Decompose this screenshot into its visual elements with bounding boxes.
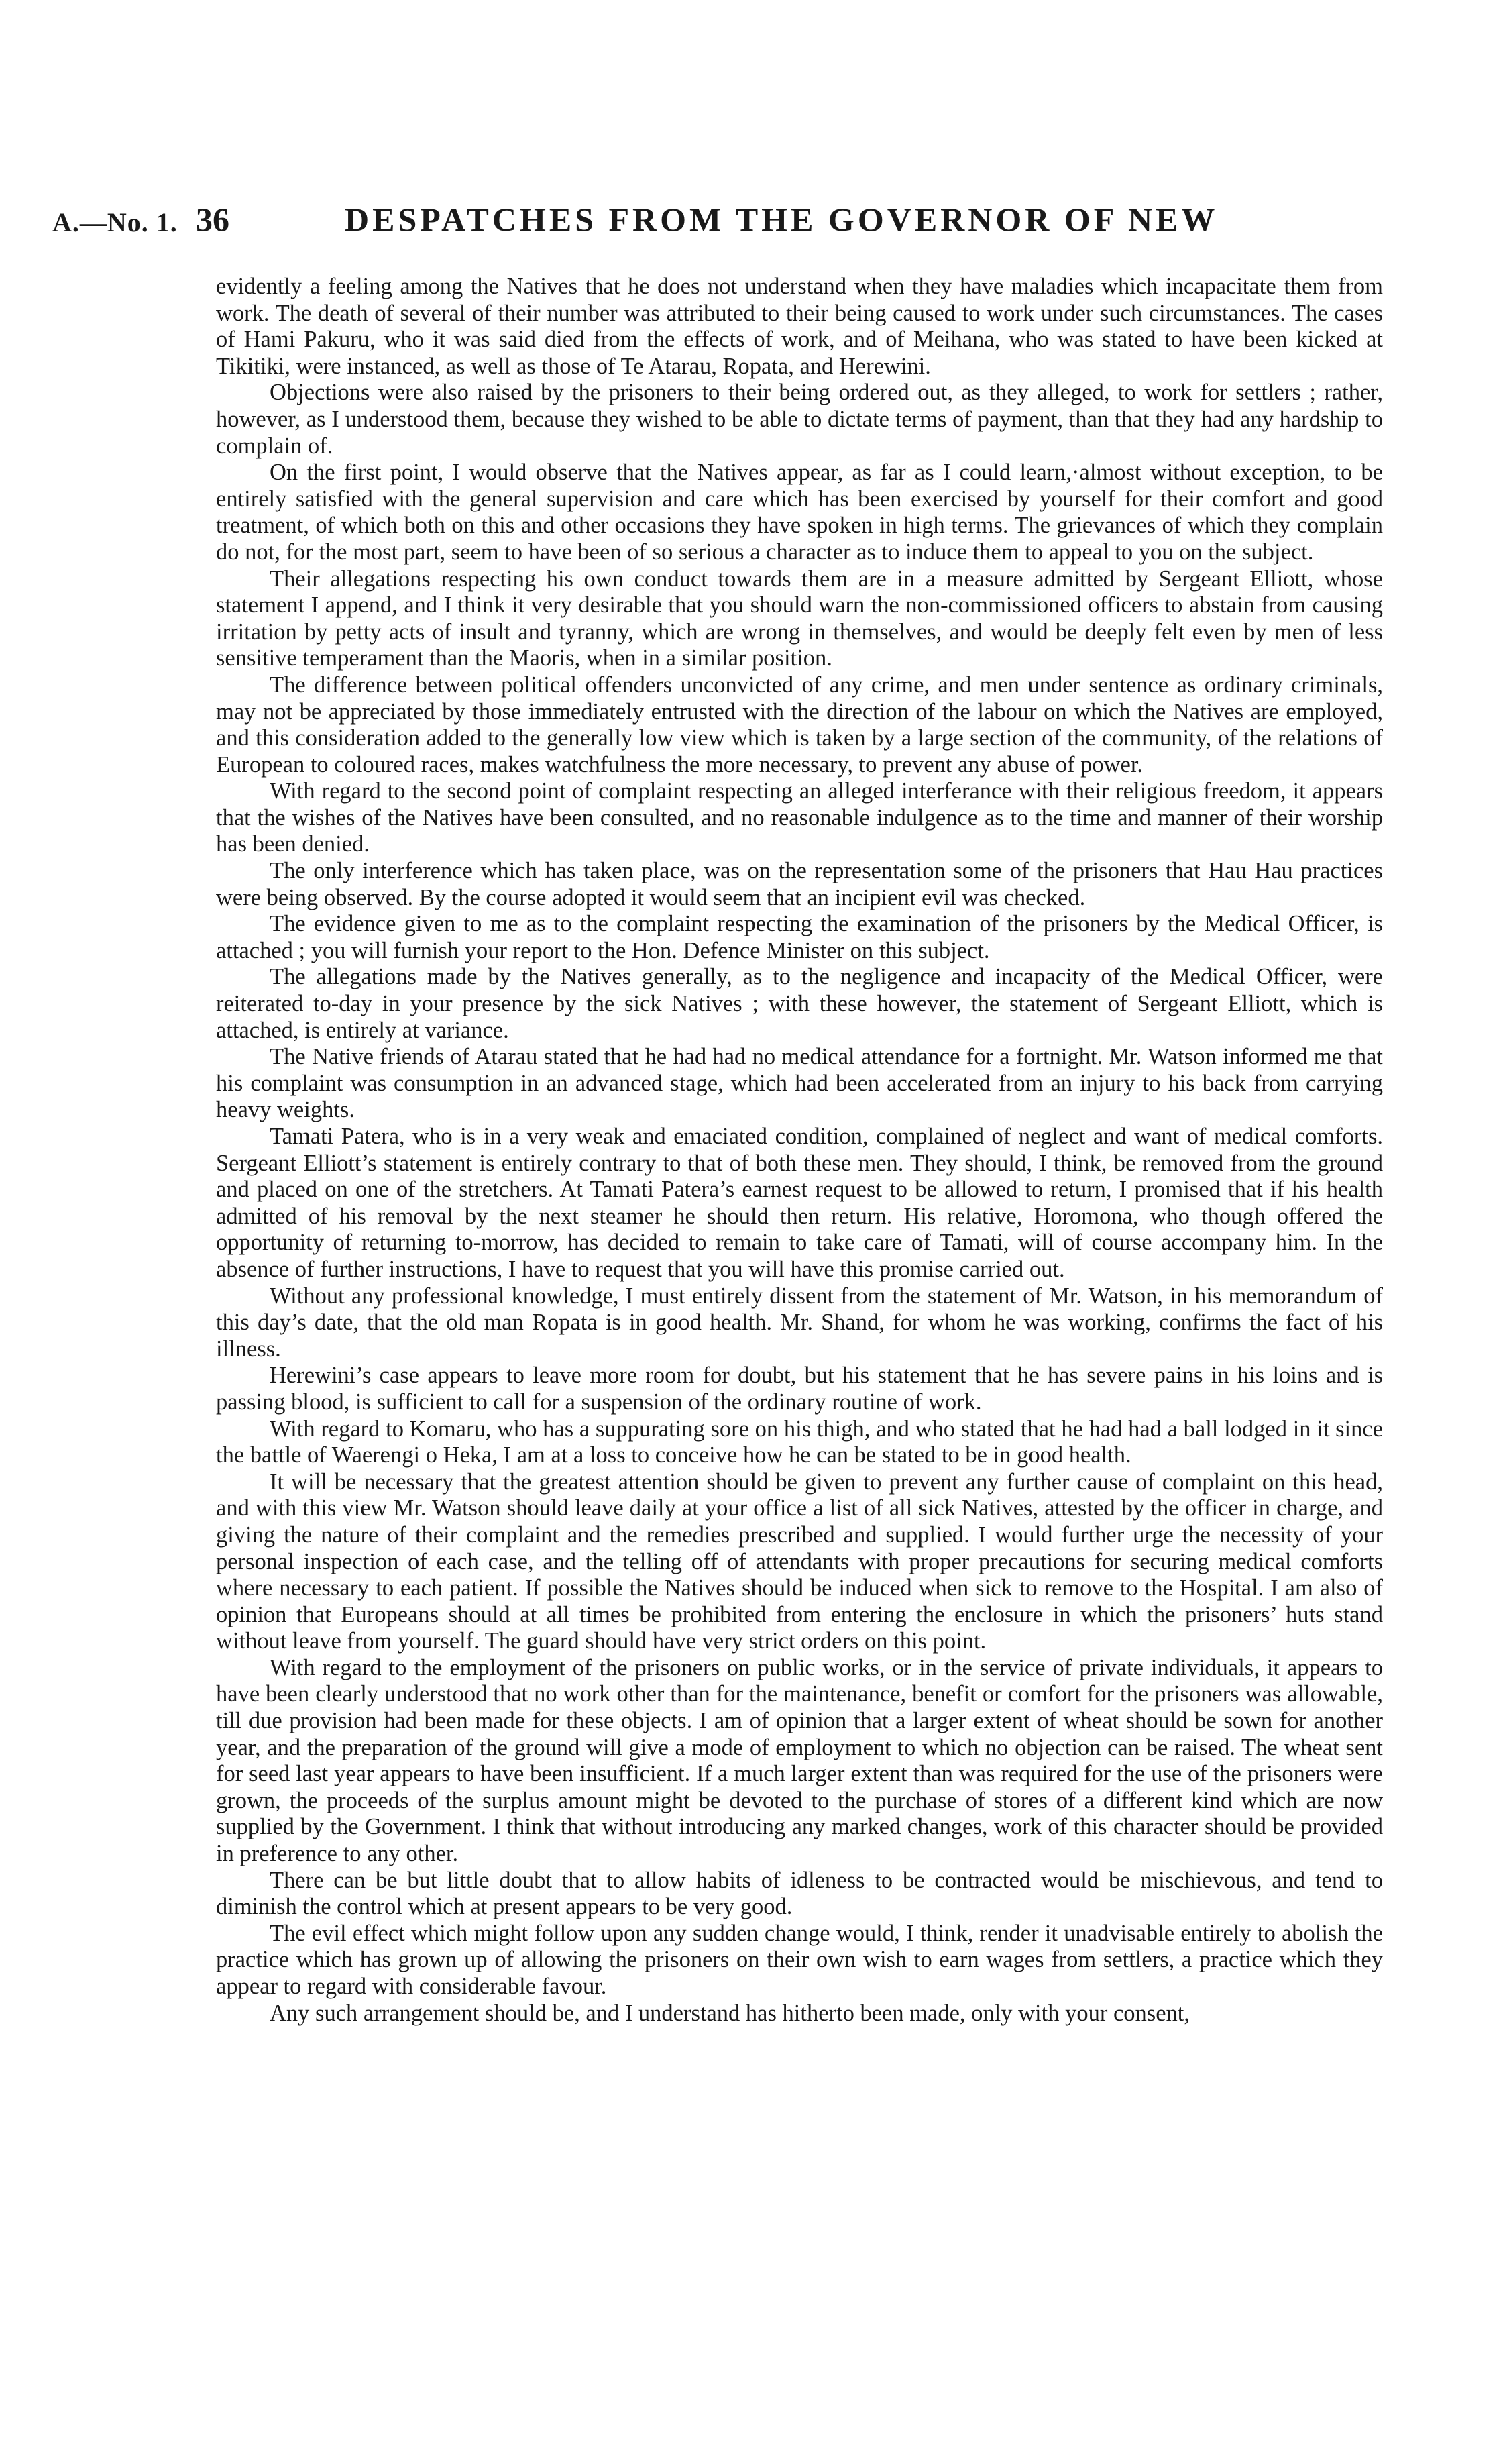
- paragraph: It will be necessary that the greatest attention should be given to prevent any further cause of complaint on this head, and with this view Mr. Watson should leave daily at your office a list of all sick Natives, attested by the officer in charge, and giving the nature of their complaint and the remedies prescribed and supplied. I would further urge the necessity of your personal inspection of each case, and the telling off of attendants with proper precautions for securing medical comforts where necessary to each patient. If possible the Natives should be induced when sick to remove to the Hospital. I am also of opinion that Europeans should at all times be prohibited from entering the enclosure in which the prisoners’ huts stand without leave from yourself. The guard should have very strict orders on this point.: [216, 1468, 1383, 1654]
- paragraph: evidently a feeling among the Natives that he does not understand when they have maladies which incapacitate them from work. The death of several of their number was attributed to their being caused to work under such circumstances. The cases of Hami Pakuru, who it was said died from the effects of work, and of Meihana, who was stated to have been kicked at Tikitiki, were instanced, as well as those of Te Atarau, Ropata, and Herewini.: [216, 274, 1383, 379]
- despatch-body: [216, 274, 1383, 2027]
- paragraph: The evidence given to me as to the complaint respecting the examination of the prisoners by the Medical Officer, is attached ; you will furnish your report to the Hon. Defence Minister on this subject.: [216, 911, 1383, 963]
- paragraph: Their allegations respecting his own conduct towards them are in a measure admitted by Sergeant Elliott, whose statement I append, and I think it very desirable that you should warn the non-commissioned officers to abstain from causing irritation by petty acts of insult and tyranny, which are wrong in themselves, and would be deeply felt even by men of less sensitive temperament than the Maoris, when in a similar position.: [216, 566, 1383, 672]
- page-header: [52, 199, 1420, 252]
- paragraph: Herewini’s case appears to leave more room for doubt, but his statement that he has severe pains in his loins and is passing blood, is sufficient to call for a suspension of the ordinary routine of work.: [216, 1362, 1383, 1415]
- paragraph: The Native friends of Atarau stated that he had had no medical attendance for a fortnight. Mr. Watson informed me that his complaint was consumption in an advanced stage, which had been accelerated from an injury to his back from carrying heavy weights.: [216, 1044, 1383, 1123]
- paragraph: Objections were also raised by the prisoners to their being ordered out, as they alleged, to work for settlers ; rather, however, as I understood them, because they wished to be able to dictate terms of payment, than that they had any hardship to complain of.: [216, 380, 1383, 459]
- running-title: DESPATCHES FROM THE GOVERNOR OF NEW: [345, 201, 1219, 238]
- paragraph: With regard to Komaru, who has a suppurating sore on his thigh, and who stated that he had had a ball lodged in it since the battle of Waerengi o Heka, I am at a loss to conceive how he can be stated to be in good health.: [216, 1415, 1383, 1468]
- paragraph: The only interference which has taken place, was on the representation some of the prisoners that Hau Hau practices were being observed. By the course adopted it would seem that an incipient evil was checked.: [216, 858, 1383, 910]
- paragraph: The difference between political offenders unconvicted of any crime, and men under sentence as ordinary criminals, may not be appreciated by those immediately entrusted with the direction of the labour on which the Natives are employed, and this consideration added to the generally low view which is taken by a large section of the community, of the relations of European to coloured races, makes watchfulness the more necessary, to prevent any abuse of power.: [216, 672, 1383, 778]
- paragraph: The allegations made by the Natives generally, as to the negligence and incapacity of the Medical Officer, were reiterated to-day in your presence by the sick Natives ; with these however, the statement of Sergeant Elliott, which is attached, is entirely at variance.: [216, 964, 1383, 1043]
- document-reference: A.—No. 1.: [52, 207, 178, 237]
- paragraph: On the first point, I would observe that the Natives appear, as far as I could learn,·almost without exception, to be entirely satisfied with the general supervision and care which has been exercised by yourself for their comfort and good treatment, of which both on this and other occasions they have spoken in high terms. The grievances of which they complain do not, for the most part, seem to have been of so serious a character as to induce them to appeal to you on the subject.: [216, 460, 1383, 565]
- paragraph: The evil effect which might follow upon any sudden change would, I think, render it unadvisable entirely to abolish the practice which has grown up of allowing the prisoners on their own wish to earn wages from settlers, a practice which they appear to regard with considerable favour.: [216, 1920, 1383, 1999]
- paragraph: With regard to the employment of the prisoners on public works, or in the service of private individuals, it appears to have been clearly understood that no work other than for the maintenance, benefit or comfort for the prisoners was allowable, till due provision had been made for these objects. I am of opinion that a larger extent of wheat should be sown for another year, and the preparation of the ground will give a mode of employment to which no objection can be raised. The wheat sent for seed last year appears to have been insufficient. If a much larger extent than was required for the use of the prisoners were grown, the proceeds of the surplus amount might be devoted to the purchase of stores of a different kind which are now supplied by the Government. I think that without introducing any marked changes, work of this character should be provided in preference to any other.: [216, 1654, 1383, 1867]
- paragraph: Without any professional knowledge, I must entirely dissent from the statement of Mr. Watson, in his memorandum of this day’s date, that the old man Ropata is in good health. Mr. Shand, for whom he was working, confirms the fact of his illness.: [216, 1283, 1383, 1362]
- paragraph: There can be but little doubt that to allow habits of idleness to be contracted would be mischievous, and tend to diminish the control which at present appears to be very good.: [216, 1867, 1383, 1920]
- paragraph: Any such arrangement should be, and I understand has hitherto been made, only with your consent,: [270, 2000, 1190, 2026]
- paragraph: Tamati Patera, who is in a very weak and emaciated condition, complained of neglect and want of medical comforts. Sergeant Elliott’s statement is entirely contrary to that of both these men. They should, I think, be removed from the ground and placed on one of the stretchers. At Tamati Patera’s earnest request to be allowed to return, I promised that if his health admitted of his removal by the next steamer he should then return. His relative, Horomona, who though offered the opportunity of returning to-morrow, has decided to remain to take care of Tamati, will of course accompany him. In the absence of further instructions, I have to request that you will have this promise carried out.: [216, 1124, 1383, 1282]
- page-number: 36: [196, 201, 229, 238]
- paragraph: With regard to the second point of complaint respecting an alleged interferance with their religious freedom, it appears that the wishes of the Natives have been consulted, and no reasonable indulgence as to the time and manner of their worship has been denied.: [216, 778, 1383, 857]
